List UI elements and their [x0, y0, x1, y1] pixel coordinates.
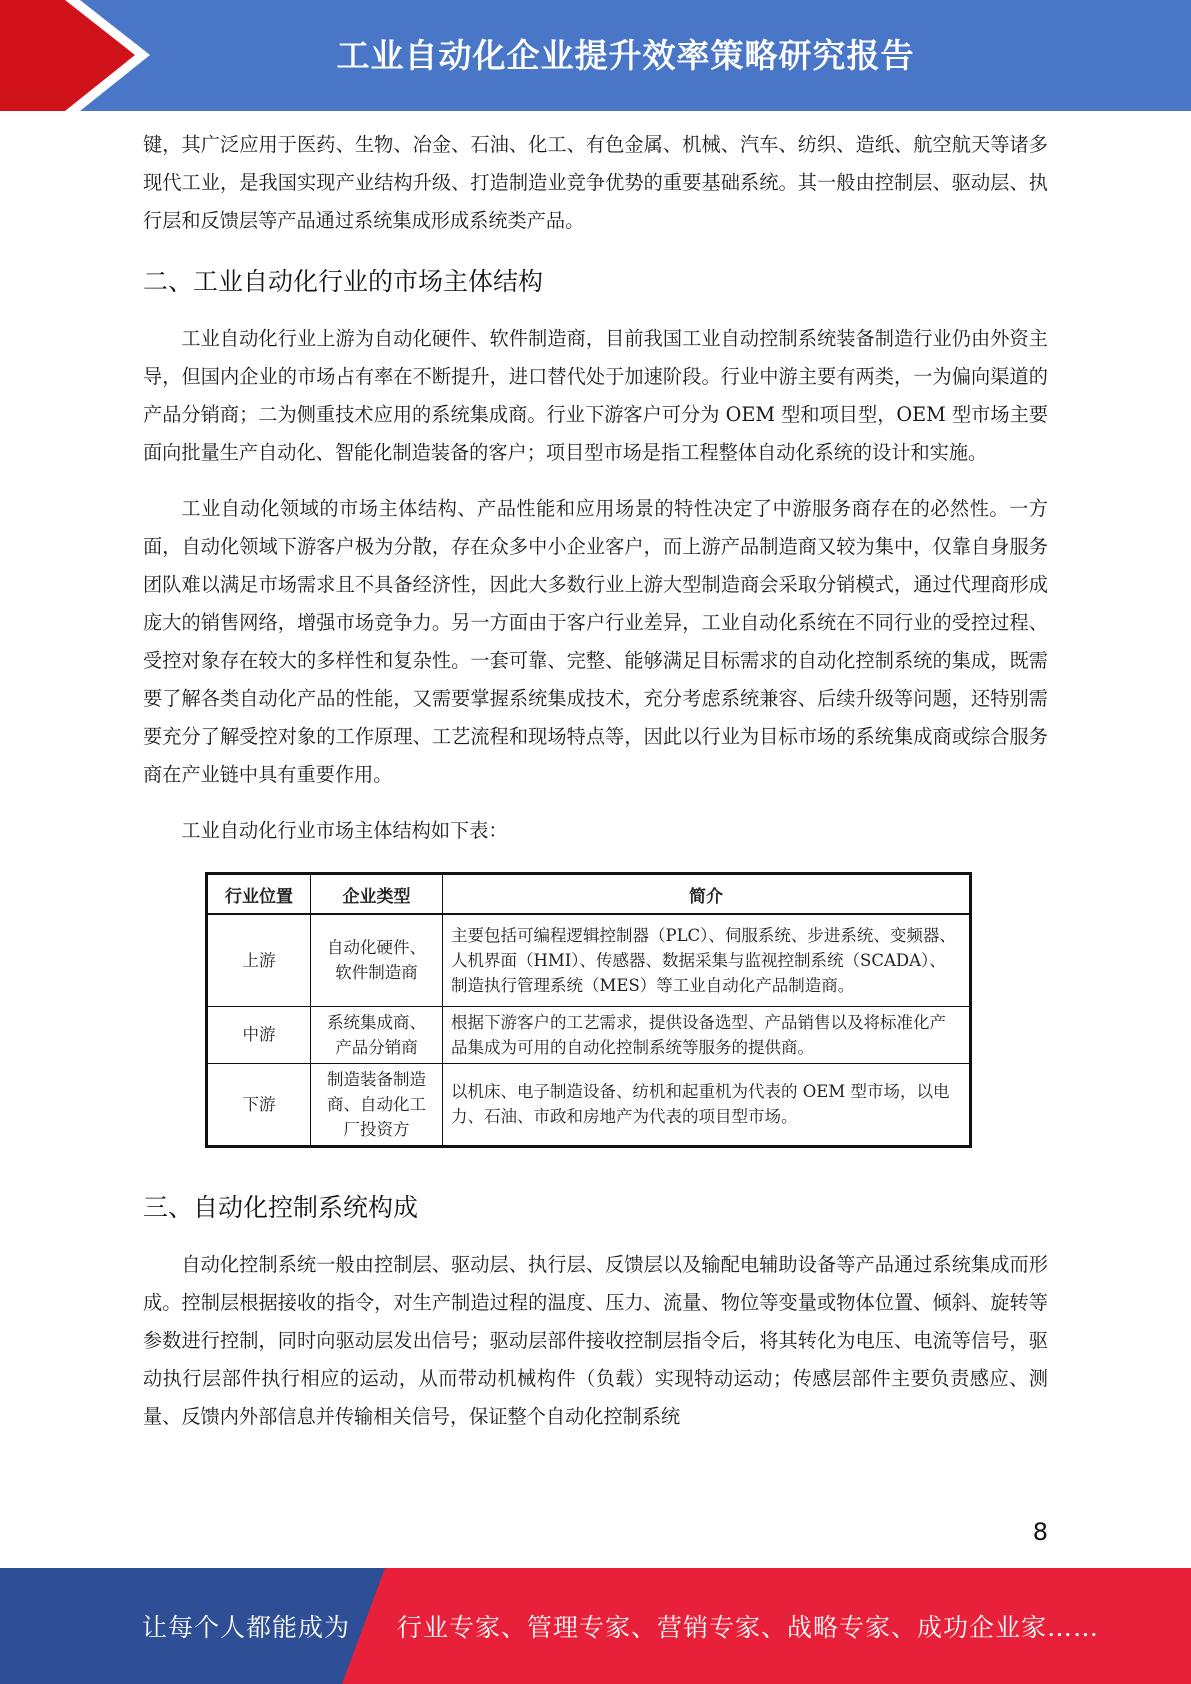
footer-slogan-left: 让每个人都能成为 [142, 1613, 351, 1642]
footer-slogan-right: 行业专家、管理专家、营销专家、战略专家、成功企业家…… [397, 1613, 1100, 1642]
intro-paragraph: 键，其广泛应用于医药、生物、冶金、石油、化工、有色金属、机械、汽车、纺织、造纸、航空航天等诸多现代工业，是我国实现产业结构升级、打造制造业竞争优势的重要基础系统。其一般由控制层、驱动层、执行层和反馈层等产品通过系统集成形成系统类产品。 [143, 133, 1048, 232]
paragraph-midstream-necessity: 工业自动化领域的市场主体结构、产品性能和应用场景的特性决定了中游服务商存在的必然性。一方面，自动化领域下游客户极为分散，存在众多中小企业客户，而上游产品制造商又较为集中，仅靠自身服务团队难以满足市场需求且不具备经济性，因此大多数行业上游大型制造商会采取分销模式，通过代理商形成庞大的销售网络，增强市场竞争力。另一方面由于客户行业差异，工业自动化系统在不同行业的受控过程、受控对象存在较大的多样性和复杂性。一套可靠、完整、能够满足目标需求的自动化控制系统的集成，既需要了解各类自动化产品的性能，又需要掌握系统集成技术，充分考虑系统兼容、后续升级等问题，还特别需要充分了解受控对象的工作原理、工艺流程和现场特点等，因此以行业为目标市场的系统集成商或综合服务商在产业链中具有重要作用。 [143, 497, 1048, 786]
cell-company-type: 制造装备制造商、自动化工厂投资方 [311, 1063, 443, 1146]
table-row [207, 1006, 971, 1063]
section-heading-control-system: 三、自动化控制系统构成 [143, 1192, 419, 1222]
cell-position: 下游 [207, 1063, 311, 1146]
paragraph-control-system: 自动化控制系统一般由控制层、驱动层、执行层、反馈层以及输配电辅助设备等产品通过系统集成而形成。控制层根据接收的指令，对生产制造过程的温度、压力、流量、物位等变量或物体位置、倾斜、旋转等参数进行控制，同时向驱动层发出信号；驱动层部件接收控制层指令后，将其转化为电压、电流等信号，驱动执行层部件执行相应的运动，从而带动机械构件（负载）实现特动运动；传感层部件主要负责感应、测量、反馈内外部信息并传输相关信号，保证整个自动化控制系统 [143, 1252, 1048, 1428]
paragraph-table-intro: 工业自动化行业市场主体结构如下表： [181, 819, 508, 842]
cell-description: 根据下游客户的工艺需求，提供设备选型、产品销售以及将标准化产品集成为可用的自动化控制系统等服务的提供商。 [443, 1006, 971, 1063]
cell-description: 以机床、电子制造设备、纺机和起重机为代表的 OEM 型市场，以电力、石油、市政和房地产为代表的项目型市场。 [443, 1063, 971, 1146]
header-position: 行业位置 [207, 874, 311, 915]
cell-description: 主要包括可编程逻辑控制器（PLC）、伺服系统、步进系统、变频器、人机界面（HMI）、传感器、数据采集与监视控制系统（SCADA）、制造执行管理系统（MES）等工业自动化产品制造商。 [443, 914, 971, 1006]
header-company-type: 企业类型 [311, 874, 443, 915]
report-title: 工业自动化企业提升效率策略研究报告 [336, 35, 915, 75]
cell-company-type: 系统集成商、产品分销商 [311, 1006, 443, 1063]
table-row [207, 914, 971, 1006]
cell-company-type: 自动化硬件、软件制造商 [311, 914, 443, 1006]
paragraph-upstream-overview: 工业自动化行业上游为自动化硬件、软件制造商，目前我国工业自动控制系统装备制造行业仍由外资主导，但国内企业的市场占有率在不断提升，进口替代处于加速阶段。行业中游主要有两类，一为偏向渠道的产品分销商；二为侧重技术应用的系统集成商。行业下游客户可分为 OEM 型和项目型，OEM 型市场主要面向批量生产自动化、智能化制造装备的客户；项目型市场是指工程整体自动化系统的设计和实施。 [143, 327, 1048, 464]
table-row [207, 1063, 971, 1146]
header-banner [0, 0, 1191, 111]
table-header-row [207, 874, 971, 915]
footer-banner [0, 1568, 1191, 1684]
market-structure-table [205, 872, 972, 1148]
page-number: 8 [1032, 1518, 1048, 1546]
cell-position: 上游 [207, 914, 311, 1006]
page-content [143, 126, 1048, 1436]
cell-position: 中游 [207, 1006, 311, 1063]
header-description: 简介 [443, 874, 971, 915]
section-heading-market-structure: 二、工业自动化行业的市场主体结构 [143, 267, 544, 296]
